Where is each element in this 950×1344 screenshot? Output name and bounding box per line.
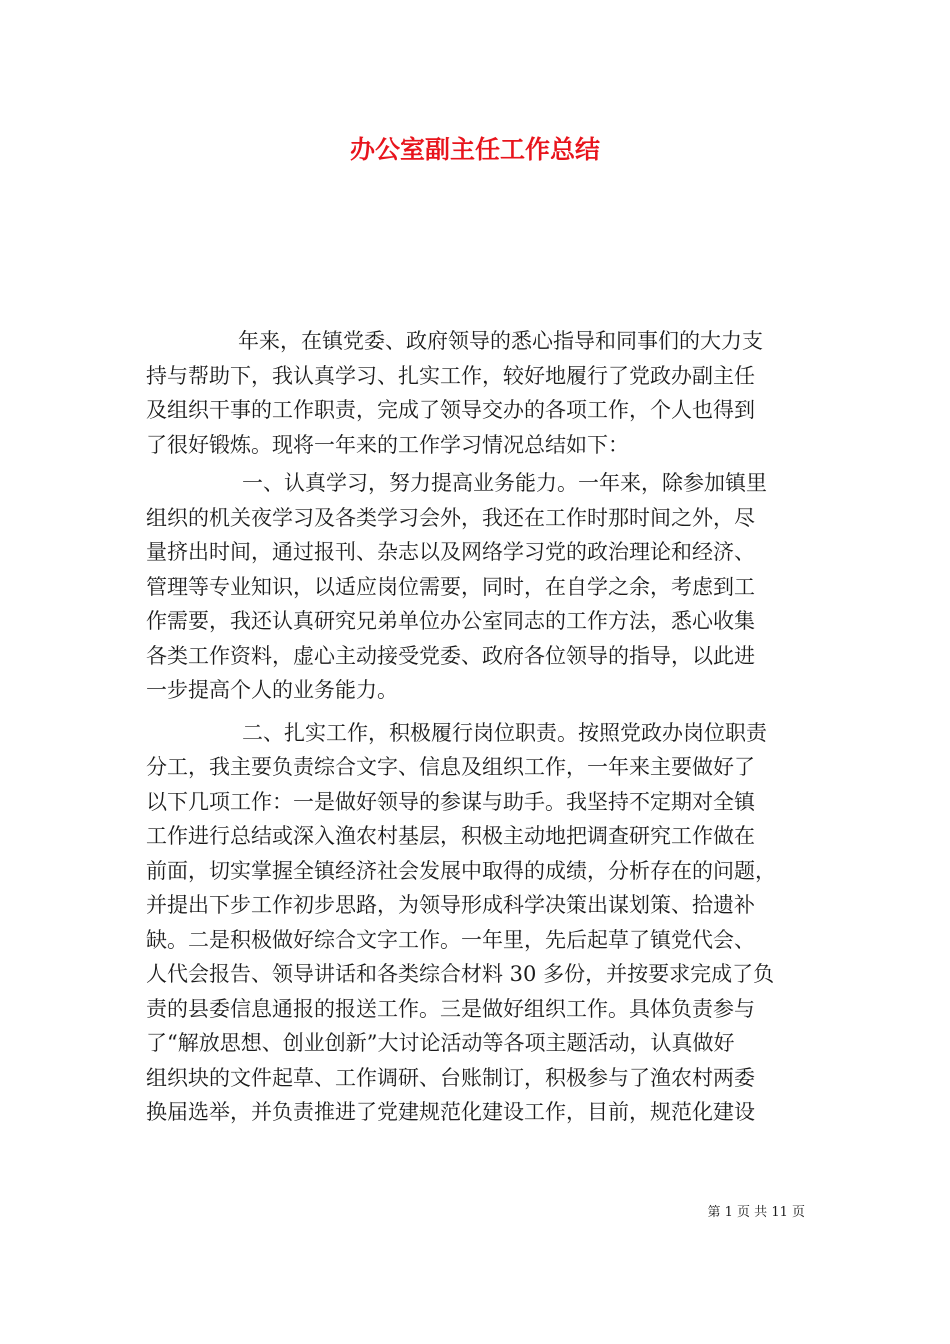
paragraph-3-line-3: 以下几项工作：一是做好领导的参谋与助手。我坚持不定期对全镇 [146,789,755,814]
paragraph-3-line-2: 分工，我主要负责综合文字、信息及组织工作，一年来主要做好了 [146,755,755,779]
paragraph-3-line-9: 责的县委信息通报的报送工作。三是做好组织工作。具体负责参与 [146,996,755,1021]
paragraph-3-line-1: 二、扎实工作，积极履行岗位职责。按照党政办岗位职责 [242,720,767,745]
paragraph-1-line-2: 持与帮助下，我认真学习、扎实工作，较好地履行了党政办副主任 [146,363,755,388]
paragraph-2-line-6: 各类工作资料，虚心主动接受党委、政府各位领导的指导，以此进 [146,643,755,668]
paragraph-2-line-7: 一步提高个人的业务能力。 [146,678,398,702]
paragraph-1-line-4: 了很好锻炼。现将一年来的工作学习情况总结如下： [146,432,629,457]
paragraph-2-line-3: 量挤出时间，通过报刊、杂志以及网络学习党的政治理论和经济、 [146,540,755,564]
paragraph-3-line-5: 前面，切实掌握全镇经济社会发展中取得的成绩，分析存在的问题， [146,858,776,883]
document-body [146,324,810,1130]
paragraph-2-line-1: 一、认真学习，努力提高业务能力。一年来，除参加镇里 [242,471,767,495]
paragraph-1-line-1: 年来，在镇党委、政府领导的悉心指导和同事们的大力支 [238,329,763,353]
paragraph-3-line-12: 换届选举，并负责推进了党建规范化建设工作，目前，规范化建设 [146,1100,755,1124]
paragraph-2-line-4: 管理等专业知识，以适应岗位需要，同时，在自学之余，考虑到工 [146,574,755,599]
paragraph-3-line-4: 工作进行总结或深入渔农村基层，积极主动地把调查研究工作做在 [146,824,755,848]
paragraph-1-line-3: 及组织干事的工作职责，完成了领导交办的各项工作，个人也得到 [146,398,755,422]
paragraph-3-line-7: 缺。二是积极做好综合文字工作。一年里，先后起草了镇党代会、 [146,927,755,952]
paragraph-3-line-6: 并提出下步工作初步思路，为领导形成科学决策出谋划策、拾遗补 [146,893,755,917]
paragraph-3-line-10: 了“解放思想、创业创新”大讨论活动等各项主题活动，认真做好 [146,1031,735,1055]
paragraph-3-line-11: 组织块的文件起草、工作调研、台账制订，积极参与了渔农村两委 [146,1065,755,1090]
page-number-footer: 第 1 页 共 11 页 [707,1205,805,1220]
document-title: 办公室副主任工作总结 [349,135,600,164]
paragraph-2-line-5: 作需要，我还认真研究兄弟单位办公室同志的工作方法，悉心收集 [146,609,755,633]
paragraph-3-line-8: 人代会报告、领导讲话和各类综合材料 30 多份，并按要求完成了负 [146,962,775,986]
paragraph-2-line-2: 组织的机关夜学习及各类学习会外，我还在工作时那时间之外，尽 [146,505,755,530]
